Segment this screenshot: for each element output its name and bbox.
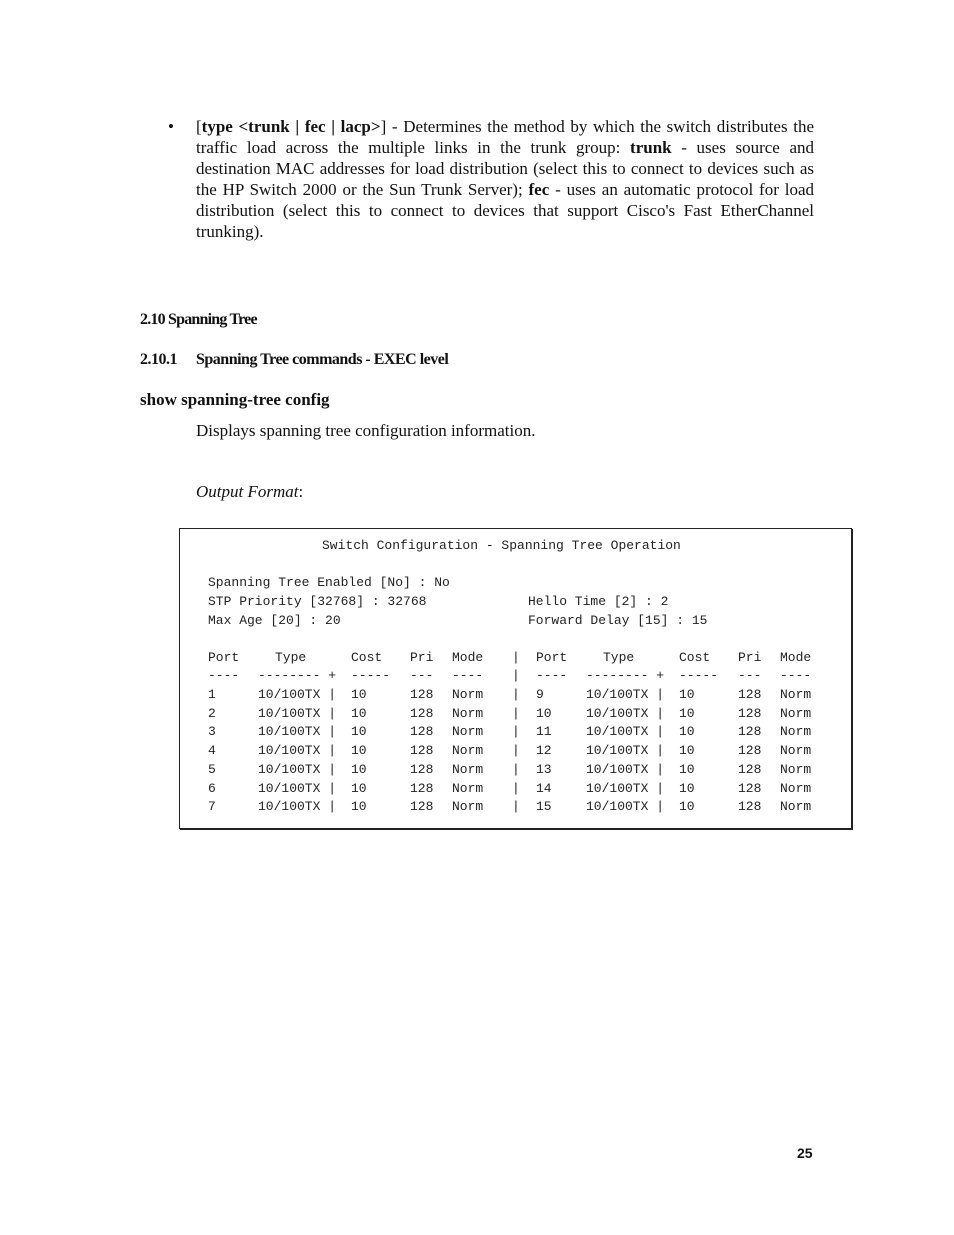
table-cell: 128 (738, 687, 762, 702)
table-cell: 128 (410, 743, 434, 759)
header-underline: ---- (208, 668, 240, 683)
table-cell: 10 (679, 724, 695, 740)
bullet-paragraph (196, 116, 814, 242)
table-cell: 10 (536, 705, 552, 721)
table-cell: 128 (410, 761, 434, 777)
setting-right: Hello Time [2] : 2 (528, 594, 669, 609)
column-header: Cost (351, 650, 383, 665)
table-cell: 2 (208, 705, 216, 721)
close-bracket: ] (380, 117, 387, 136)
table-cell: Norm (780, 724, 812, 740)
table-cell: 10 (351, 705, 367, 721)
table-cell: 10/100TX | (258, 780, 337, 796)
table-cell: 12 (536, 743, 552, 759)
open-bracket: [ (196, 117, 202, 136)
table-cell: 10 (351, 780, 367, 796)
table-cell: 3 (208, 724, 216, 740)
table-cell: Norm (452, 743, 484, 759)
table-cell: Norm (452, 705, 484, 721)
column-separator: | (512, 705, 520, 721)
bullet-text-3: - uses an automatic protocol for load distribution (select this to connect to devices that support Cisco's Fast EtherChannel trunking). (196, 180, 814, 241)
table-cell: 10/100TX | (258, 724, 337, 740)
header-underline: ----- (351, 668, 391, 683)
table-cell: 10/100TX | (586, 799, 665, 815)
header-underline: ---- (536, 668, 568, 683)
table-cell: 1 (208, 687, 216, 702)
table-cell: 128 (738, 743, 762, 759)
output-colon: : (298, 482, 304, 501)
header-underline: ---- (780, 668, 812, 683)
table-cell: 128 (410, 705, 434, 721)
table-cell: 10 (351, 724, 367, 740)
bullet-text-1: - Determines the method by which the switch distributes the traffic load across the multiple links in the trunk group: (196, 117, 814, 157)
column-separator: | (512, 668, 520, 683)
table-cell: 10/100TX | (586, 743, 665, 759)
table-cell: 10 (679, 761, 695, 777)
column-separator: | (512, 687, 520, 702)
table-cell: 10 (351, 761, 367, 777)
header-underline: -------- + (586, 668, 665, 683)
table-cell: 6 (208, 780, 216, 796)
header-underline: --- (738, 668, 762, 683)
table-cell: 10 (679, 705, 695, 721)
table-cell: Norm (780, 780, 812, 796)
table-cell: 128 (738, 799, 762, 815)
setting-left: STP Priority [32768] : 32768 (208, 594, 427, 609)
column-header: Pri (738, 650, 762, 665)
table-cell: 10 (351, 687, 367, 702)
subsection-heading (140, 351, 448, 369)
subsection-number: 2.10.1 (140, 351, 177, 368)
table-cell: 5 (208, 761, 216, 777)
terminal-title: Switch Configuration - Spanning Tree Operation (322, 538, 681, 553)
table-cell: 10/100TX | (586, 705, 665, 721)
table-cell: 10/100TX | (258, 799, 337, 815)
column-separator: | (512, 761, 520, 777)
command-description: Displays spanning tree configuration information. (196, 421, 536, 440)
table-cell: 128 (738, 705, 762, 721)
table-cell: Norm (780, 687, 812, 702)
table-cell: 10 (679, 780, 695, 796)
column-header: Mode (780, 650, 812, 665)
header-underline: -------- + (258, 668, 337, 683)
option-syntax: type <trunk | fec | lacp> (201, 117, 381, 136)
table-cell: Norm (780, 705, 812, 721)
setting-right: Forward Delay [15] : 15 (528, 613, 708, 628)
table-cell: 10/100TX | (586, 780, 665, 796)
table-cell: 14 (536, 780, 552, 796)
column-header: Cost (679, 650, 711, 665)
table-cell: Norm (452, 799, 484, 815)
table-cell: 10 (679, 743, 695, 759)
table-cell: 128 (410, 724, 434, 740)
table-cell: 128 (738, 780, 762, 796)
table-cell: 10/100TX | (258, 743, 337, 759)
header-underline: ----- (679, 668, 719, 683)
table-cell: 10/100TX | (258, 705, 337, 721)
column-separator: | (512, 799, 520, 815)
table-cell: 128 (410, 687, 434, 702)
column-header: Port (208, 650, 240, 665)
bullet-symbol: • (168, 117, 174, 136)
command-name: show spanning-tree config (140, 390, 330, 409)
column-separator: | (512, 780, 520, 796)
table-cell: 10/100TX | (586, 724, 665, 740)
setting-left: Spanning Tree Enabled [No] : No (208, 575, 450, 590)
table-cell: 10 (679, 687, 695, 702)
table-cell: 7 (208, 799, 216, 815)
table-cell: Norm (452, 687, 484, 702)
table-cell: 10/100TX | (586, 687, 665, 702)
table-cell: 10/100TX | (258, 687, 337, 702)
table-cell: 10 (351, 743, 367, 759)
column-header: Port (536, 650, 568, 665)
setting-left: Max Age [20] : 20 (208, 613, 341, 628)
fec-keyword: fec (528, 180, 550, 199)
column-separator: | (512, 650, 520, 665)
bullet-text-2: - uses source and destination MAC addresses for load distribution (select this to connect to devices such as the HP Switch 2000 or the Sun Trunk Server); (196, 138, 815, 199)
column-separator: | (512, 743, 520, 759)
table-cell: Norm (452, 724, 484, 740)
header-underline: --- (410, 668, 434, 683)
column-header: Type (275, 650, 307, 665)
table-cell: 15 (536, 799, 552, 815)
header-underline: ---- (452, 668, 484, 683)
section-heading: 2.10 Spanning Tree (140, 311, 257, 328)
table-cell: 128 (738, 761, 762, 777)
table-cell: 9 (536, 687, 544, 702)
column-header: Pri (410, 650, 434, 665)
table-cell: 10 (679, 799, 695, 815)
trunk-keyword: trunk (630, 138, 672, 157)
subsection-title: Spanning Tree commands - EXEC level (196, 351, 449, 368)
column-header: Mode (452, 650, 484, 665)
column-header: Type (603, 650, 635, 665)
table-cell: 11 (536, 724, 552, 740)
table-cell: 128 (738, 724, 762, 740)
table-cell: 13 (536, 761, 552, 777)
table-cell: 10 (351, 799, 367, 815)
page-number: 25 (797, 1145, 813, 1161)
table-cell: Norm (452, 780, 484, 796)
table-cell: Norm (780, 761, 812, 777)
table-cell: 10/100TX | (258, 761, 337, 777)
table-cell: Norm (780, 799, 812, 815)
table-cell: Norm (452, 761, 484, 777)
column-separator: | (512, 724, 520, 740)
table-cell: 128 (410, 799, 434, 815)
output-format-label (196, 482, 303, 502)
output-label: Output Format (196, 482, 299, 501)
table-cell: 128 (410, 780, 434, 796)
table-cell: 10/100TX | (586, 761, 665, 777)
table-cell: 4 (208, 743, 216, 759)
table-cell: Norm (780, 743, 812, 759)
